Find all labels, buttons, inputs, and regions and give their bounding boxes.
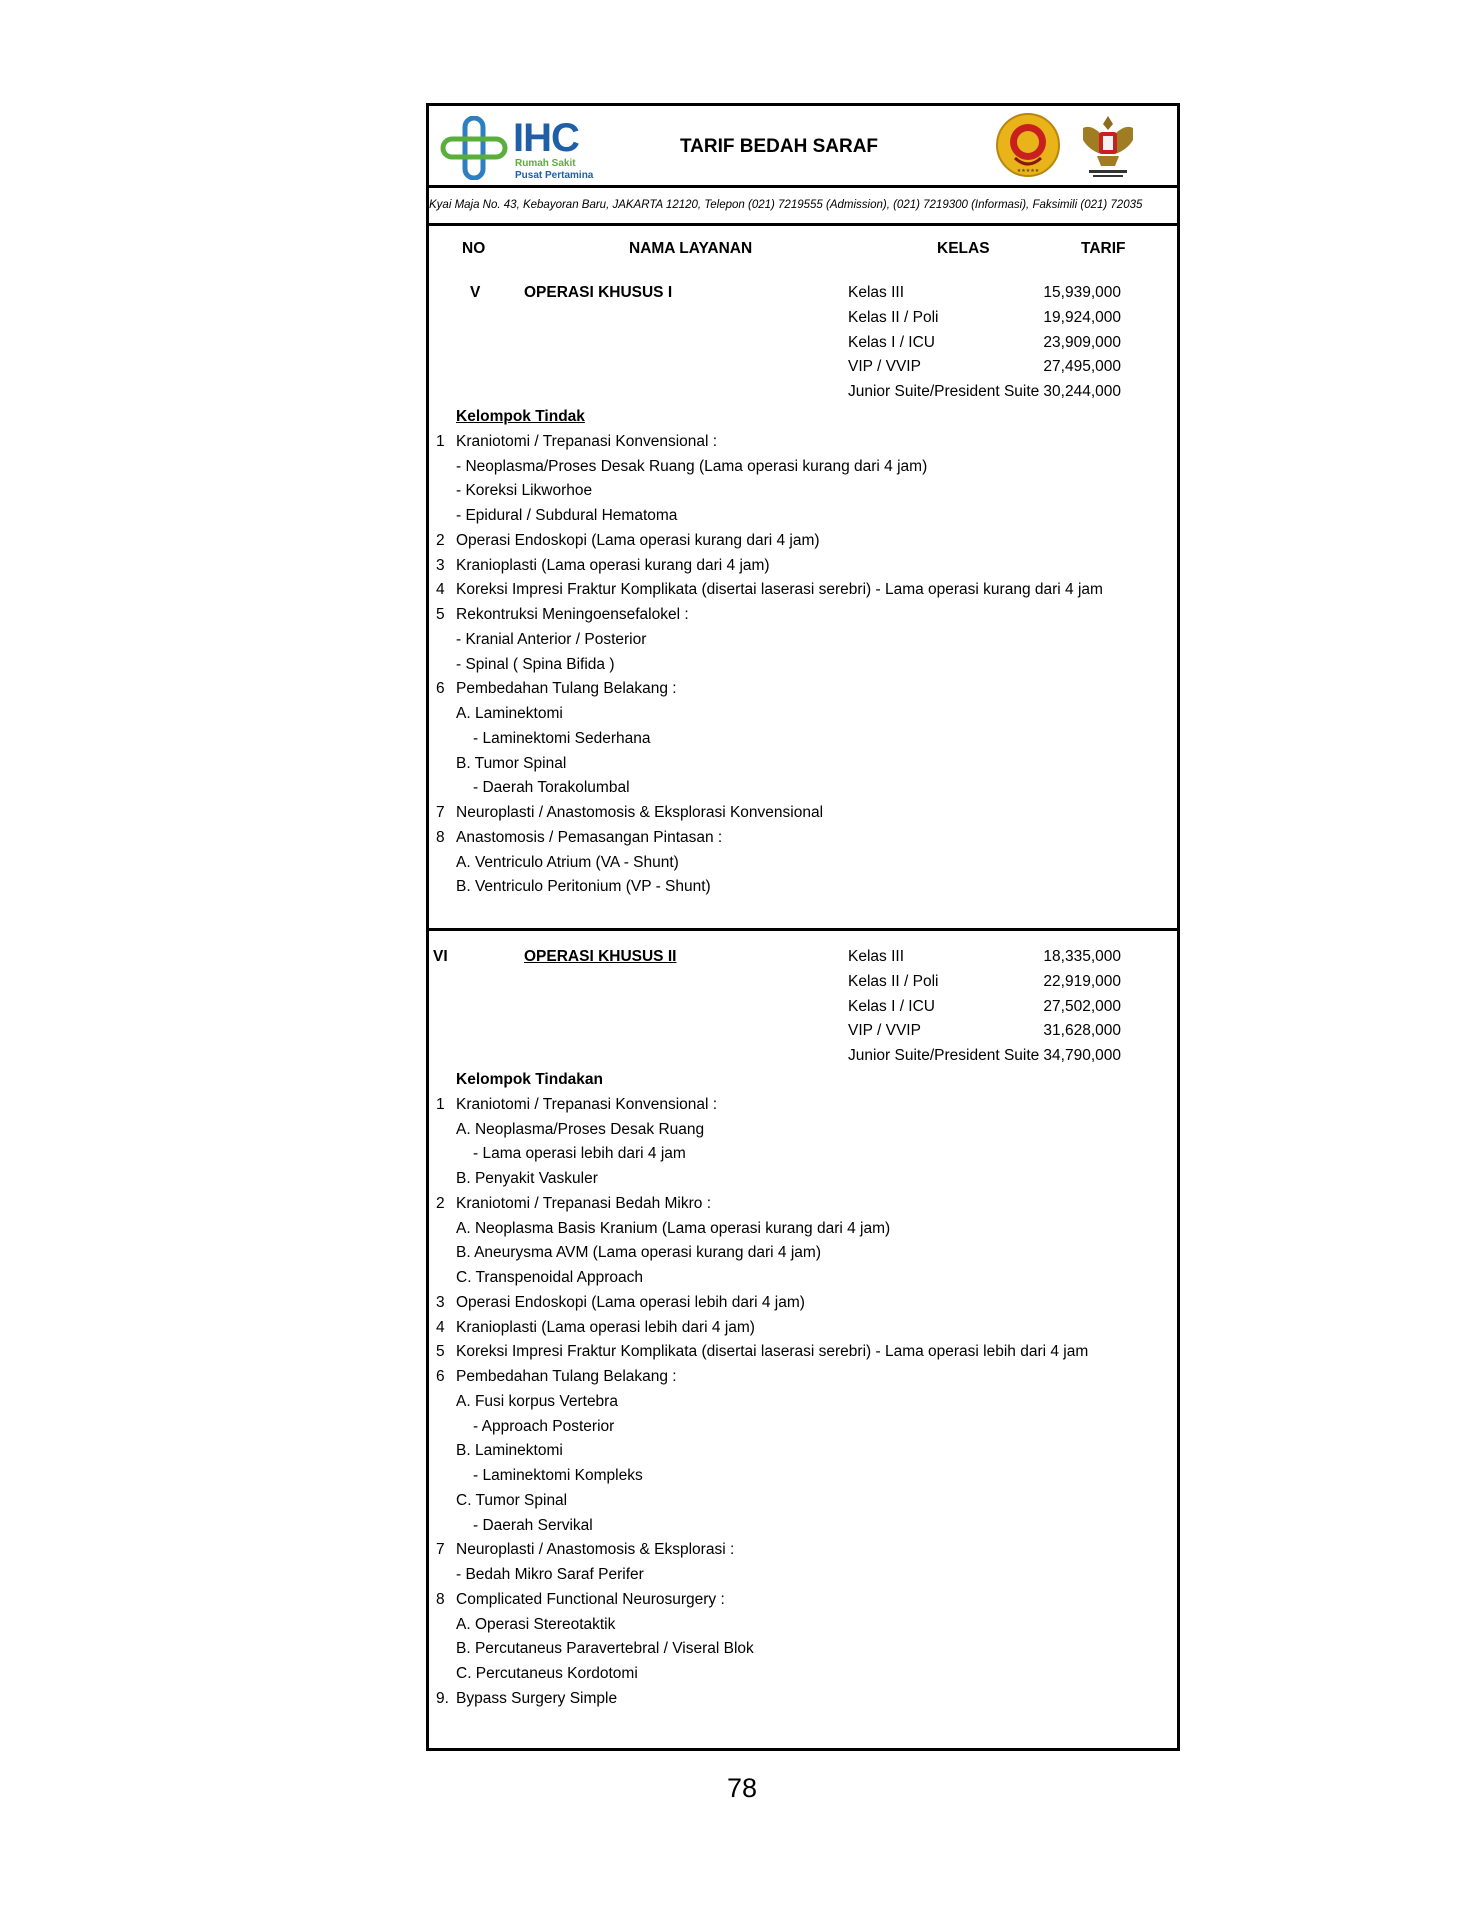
item-number: 6: [436, 680, 445, 698]
list-item: A. Laminektomi: [456, 705, 563, 722]
list-item: B. Aneurysma AVM (Lama operasi kurang dari 4 jam): [456, 1244, 821, 1262]
list-item: Koreksi Impresi Fraktur Komplikata (disertai laserasi serebri) - Lama operasi kurang dari 4 jam: [456, 581, 1103, 599]
tariff-value: 27,495,000: [1043, 358, 1121, 376]
list-item: - Daerah Servikal: [473, 1516, 593, 1534]
column-header-class: KELAS: [937, 240, 990, 257]
tariff-value: 19,924,000: [1043, 308, 1121, 326]
list-item: Kraniotomi / Trepanasi Bedah Mikro :: [456, 1194, 712, 1212]
document-header: [429, 106, 1177, 188]
ihc-logo: [439, 116, 599, 180]
list-item: C. Transpenoidal Approach: [456, 1269, 643, 1286]
hospital-address: Kyai Maja No. 43, Kebayoran Baru, JAKARTA 12120, Telepon (021) 7219555 (Admission), (021) 7219300 (Informasi), Faksimili (021) 72035: [429, 188, 1177, 226]
class-label: Kelas II / Poli: [848, 308, 939, 326]
list-item: - Spinal ( Spina Bifida ): [456, 655, 615, 673]
list-item: B. Laminektomi: [456, 1442, 563, 1460]
list-item: - Bedah Mikro Saraf Perifer: [456, 1566, 644, 1583]
class-label: VIP / VVIP: [848, 358, 921, 376]
tariff-value: 31,628,000: [1043, 1022, 1121, 1040]
list-item: Bypass Surgery Simple: [456, 1689, 618, 1707]
class-label: Kelas III: [848, 948, 904, 965]
item-number: 8: [436, 828, 445, 846]
section-title: OPERASI KHUSUS I: [524, 284, 673, 301]
list-item: Kraniotomi / Trepanasi Konvensional :: [456, 432, 718, 450]
list-item: Operasi Endoskopi (Lama operasi kurang dari 4 jam): [456, 531, 820, 549]
item-number: 9.: [436, 1689, 449, 1707]
column-header-tariff: TARIF: [1081, 240, 1126, 257]
list-item: Rekontruksi Meningoensefalokel :: [456, 606, 689, 623]
tariff-value: 34,790,000: [1043, 1047, 1121, 1064]
item-number: 3: [436, 1293, 445, 1311]
list-item: C. Percutaneus Kordotomi: [456, 1665, 638, 1682]
list-item: - Epidural / Subdural Hematoma: [456, 507, 678, 524]
class-label: Kelas I / ICU: [848, 333, 935, 351]
tariff-value: 27,502,000: [1043, 997, 1121, 1015]
list-item: Neuroplasti / Anastomosis & Eksplorasi Konvensional: [456, 804, 824, 821]
list-item: Neuroplasti / Anastomosis & Eksplorasi :: [456, 1541, 735, 1559]
class-label: VIP / VVIP: [848, 1022, 921, 1040]
class-label: Kelas III: [848, 284, 904, 301]
list-item: Koreksi Impresi Fraktur Komplikata (disertai laserasi serebri) - Lama operasi lebih dari 4 jam: [456, 1343, 1089, 1361]
item-number: 2: [436, 531, 445, 549]
list-item: - Daerah Torakolumbal: [473, 779, 630, 797]
list-item: B. Ventriculo Peritonium (VP - Shunt): [456, 878, 711, 896]
list-item: A. Neoplasma Basis Kranium (Lama operasi kurang dari 4 jam): [456, 1219, 891, 1237]
list-item: B. Tumor Spinal: [456, 754, 567, 772]
section-divider: [429, 928, 1177, 931]
list-item: B. Penyakit Vaskuler: [456, 1170, 598, 1187]
list-item: A. Fusi korpus Vertebra: [456, 1392, 618, 1410]
list-item: - Neoplasma/Proses Desak Ruang (Lama operasi kurang dari 4 jam): [456, 457, 928, 475]
accreditation-badge-icon: [995, 112, 1061, 178]
class-label: Junior Suite/President Suite: [848, 383, 1040, 400]
list-item: Operasi Endoskopi (Lama operasi lebih dari 4 jam): [456, 1293, 805, 1311]
item-number: 6: [436, 1368, 445, 1385]
list-item: Pembedahan Tulang Belakang :: [456, 680, 677, 698]
section-number: V: [470, 284, 481, 301]
logo-subtitle-1: Rumah Sakit: [515, 158, 576, 169]
item-number: 7: [436, 1541, 445, 1559]
column-header-name: NAMA LAYANAN: [629, 240, 753, 257]
list-item: Anastomosis / Pemasangan Pintasan :: [456, 828, 723, 846]
page-number: 78: [726, 1773, 758, 1803]
item-number: 4: [436, 1318, 445, 1336]
class-label: Junior Suite/President Suite: [848, 1047, 1040, 1064]
list-item: - Laminektomi Kompleks: [473, 1467, 643, 1484]
list-item: - Koreksi Likworhoe: [456, 482, 593, 500]
list-item: Pembedahan Tulang Belakang :: [456, 1368, 677, 1385]
item-number: 3: [436, 556, 445, 574]
item-number: 1: [436, 432, 445, 450]
list-item: Kranioplasti (Lama operasi kurang dari 4 jam): [456, 556, 770, 574]
class-label: Kelas II / Poli: [848, 972, 939, 990]
item-number: 1: [436, 1095, 445, 1113]
list-item: - Kranial Anterior / Posterior: [456, 630, 647, 648]
tariff-value: 22,919,000: [1043, 972, 1121, 990]
garuda-emblem-icon: [1079, 110, 1137, 180]
group-label: Kelompok Tindakan: [456, 1071, 603, 1088]
tariff-value: 23,909,000: [1043, 333, 1121, 351]
list-item: Kraniotomi / Trepanasi Konvensional :: [456, 1095, 718, 1113]
tariff-value: 18,335,000: [1043, 948, 1121, 965]
list-item: A. Operasi Stereotaktik: [456, 1615, 616, 1633]
logo-wordmark: IHC: [513, 116, 579, 160]
list-item: A. Ventriculo Atrium (VA - Shunt): [456, 853, 679, 871]
tariff-value: 15,939,000: [1043, 284, 1121, 301]
class-label: Kelas I / ICU: [848, 997, 935, 1015]
item-number: 5: [436, 1343, 445, 1361]
logo-subtitle-2: Pusat Pertamina: [515, 170, 594, 181]
list-item: B. Percutaneus Paravertebral / Viseral Blok: [456, 1640, 754, 1658]
column-header-no: NO: [462, 240, 486, 257]
list-item: - Approach Posterior: [473, 1417, 615, 1435]
tariff-document: [426, 103, 1180, 1751]
list-item: - Lama operasi lebih dari 4 jam: [473, 1145, 686, 1163]
list-item: Kranioplasti (Lama operasi lebih dari 4 jam): [456, 1318, 755, 1336]
document-title: TARIF BEDAH SARAF: [679, 136, 879, 157]
svg-text:★★★★★: ★★★★★: [1016, 168, 1040, 174]
ihc-cross-icon: [439, 116, 509, 180]
item-number: 8: [436, 1590, 445, 1608]
item-number: 4: [436, 581, 445, 599]
section-number: VI: [433, 948, 448, 965]
list-item: - Laminektomi Sederhana: [473, 729, 651, 747]
list-item: A. Neoplasma/Proses Desak Ruang: [456, 1120, 705, 1138]
section-title: OPERASI KHUSUS II: [524, 948, 677, 965]
item-number: 2: [436, 1194, 445, 1212]
list-item: Complicated Functional Neurosurgery :: [456, 1590, 725, 1608]
item-number: 7: [436, 804, 445, 821]
tariff-value: 30,244,000: [1043, 383, 1121, 400]
list-item: C. Tumor Spinal: [456, 1491, 568, 1509]
item-number: 5: [436, 606, 445, 623]
group-label: Kelompok Tindak: [456, 408, 585, 425]
